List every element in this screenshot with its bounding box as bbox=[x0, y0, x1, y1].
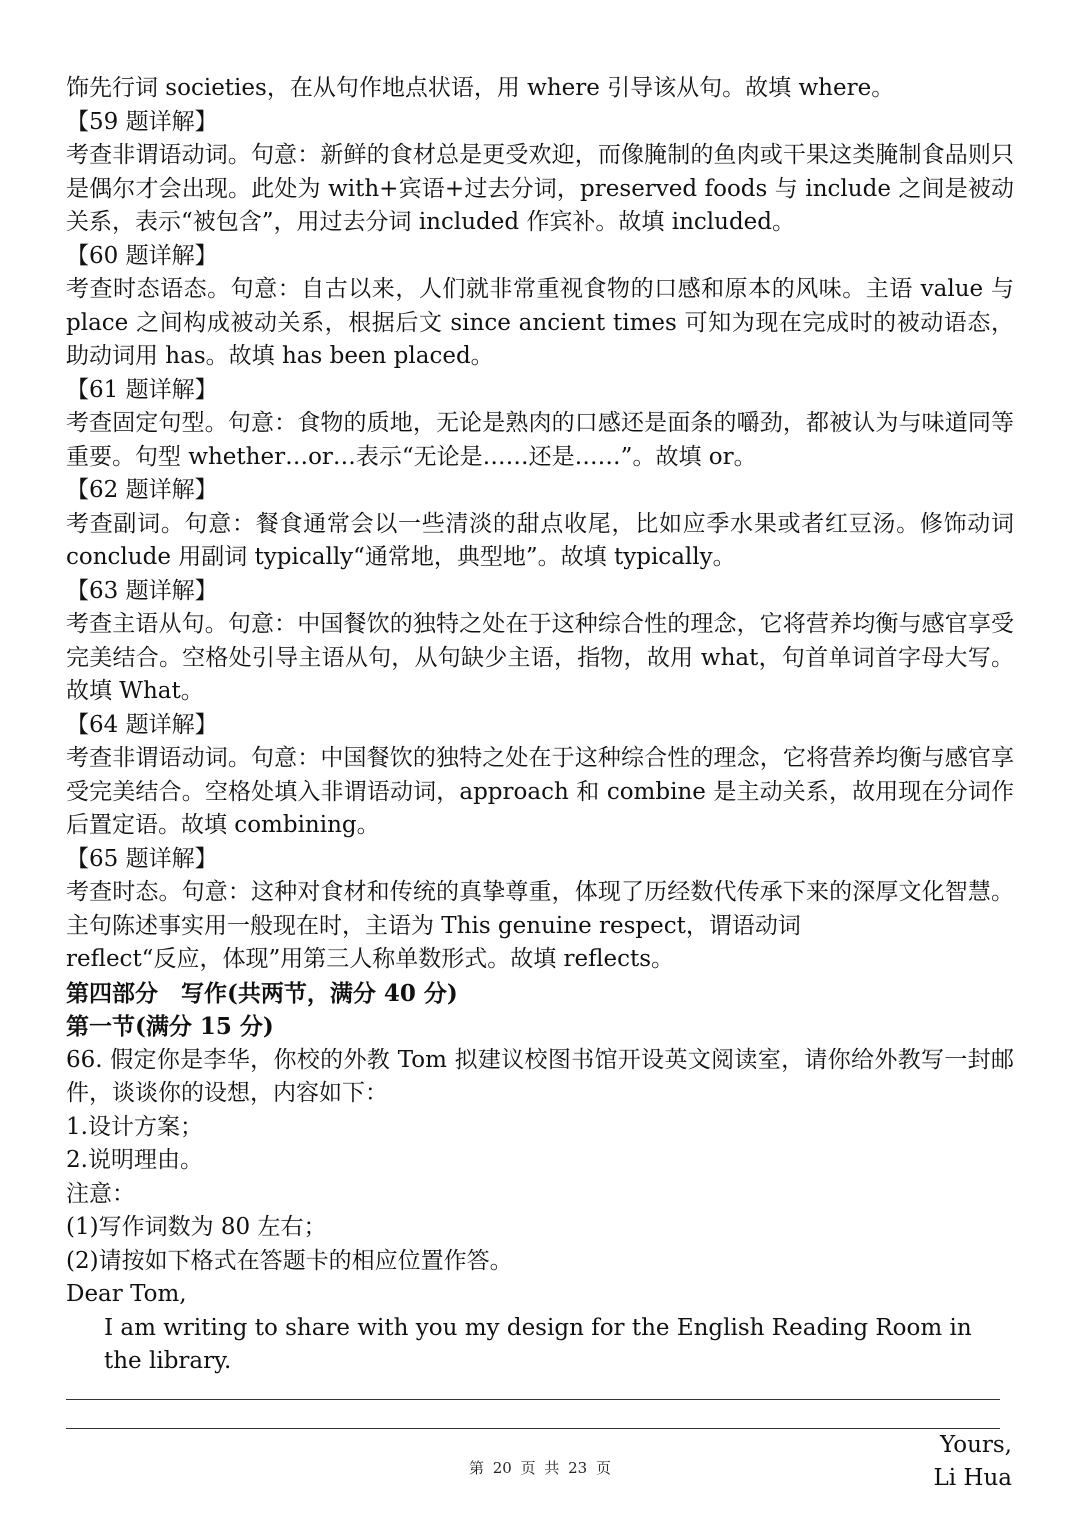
paragraph: 66. 假定你是李华，你校的外教 Tom 拟建议校图书馆开设英文阅读室，请你给外教写一封邮件，谈谈你的设想，内容如下： bbox=[66, 1046, 1014, 1106]
paragraph: 考查时态语态。句意：自古以来，人们就非常重视食物的口感和原本的风味。主语 value 与 place 之间构成被动关系，根据后文 since ancient times 可知为现在完成时的被动语态，助动词用 has。故填 has been placed。 bbox=[66, 276, 1014, 369]
paragraph: 饰先行词 societies，在从句作地点状语，用 where 引导该从句。故填 where。 bbox=[66, 75, 895, 101]
paragraph: 考查非谓语动词。句意：中国餐饮的独特之处在于这种综合性的理念，它将营养均衡与感官享受完美结合。空格处填入非谓语动词，approach 和 combine 是主动关系，故用现在分词作后置定语。故填 combining。 bbox=[66, 745, 1014, 838]
paragraph: 考查固定句型。句意：食物的质地，无论是熟肉的口感还是面条的嚼劲，都被认为与味道同等重要。句型 whether…or…表示“无论是……还是……”。故填 or。 bbox=[66, 410, 1014, 470]
part-heading: 第四部分 写作(共两节，满分 40 分) bbox=[66, 979, 458, 1007]
paragraph: 1.设计方案； bbox=[66, 1113, 203, 1140]
letter-opening-line: I am writing to share with you my design for the English Reading Room in the library. bbox=[104, 1314, 972, 1374]
section-heading: 【60 题详解】 bbox=[66, 242, 218, 269]
paragraph: 考查时态。句意：这种对食材和传统的真挚尊重，体现了历经数代传承下来的深厚文化智慧。主句陈述事实用一般现在时，主语为 This genuine respect，谓语动词 bbox=[66, 879, 1014, 939]
document-body bbox=[66, 72, 1014, 1379]
paragraph: 考查副词。句意：餐食通常会以一些清淡的甜点收尾，比如应季水果或者红豆汤。修饰动词 conclude 用副词 typically“通常地，典型地”。故填 typically。 bbox=[66, 510, 1014, 570]
signature: Li Hua bbox=[933, 1465, 1012, 1491]
paragraph: reflect“反应，体现”用第三人称单数形式。故填 reflects。 bbox=[66, 946, 674, 972]
section-heading: 【65 题详解】 bbox=[66, 845, 218, 872]
paragraph: (2)请按如下格式在答题卡的相应位置作答。 bbox=[66, 1247, 513, 1274]
paragraph: 考查主语从句。句意：中国餐饮的独特之处在于这种综合性的理念，它将营养均衡与感官享受完美结合。空格处引导主语从句，从句缺少主语，指物，故用 what，句首单词首字母大写。故填 What。 bbox=[66, 611, 1014, 704]
signoff: Yours, bbox=[940, 1431, 1012, 1458]
section-heading: 【64 题详解】 bbox=[66, 711, 218, 738]
paragraph: 考查非谓语动词。句意：新鲜的食材总是更受欢迎，而像腌制的鱼肉或干果这类腌制食品则只是偶尔才会出现。此处为 with+宾语+过去分词，preserved foods 与 include 之间是被动关系，表示“被包含”，用过去分词 included 作宾补。故填 included。 bbox=[66, 142, 1014, 235]
paragraph: Dear Tom, bbox=[66, 1281, 187, 1307]
section-heading: 【61 题详解】 bbox=[66, 376, 218, 403]
answer-line-1 bbox=[66, 1399, 1000, 1400]
page-footer: 第 20 页 共 23 页 bbox=[468, 1459, 611, 1477]
document-page bbox=[66, 72, 1014, 1496]
part-heading: 第一节(满分 15 分) bbox=[66, 1013, 274, 1040]
section-heading: 【59 题详解】 bbox=[66, 108, 218, 135]
section-heading: 【63 题详解】 bbox=[66, 577, 218, 604]
paragraph: (1)写作词数为 80 左右； bbox=[66, 1214, 327, 1240]
paragraph: 注意： bbox=[66, 1180, 135, 1207]
section-heading: 【62 题详解】 bbox=[66, 477, 218, 503]
paragraph: 2.说明理由。 bbox=[66, 1147, 203, 1173]
